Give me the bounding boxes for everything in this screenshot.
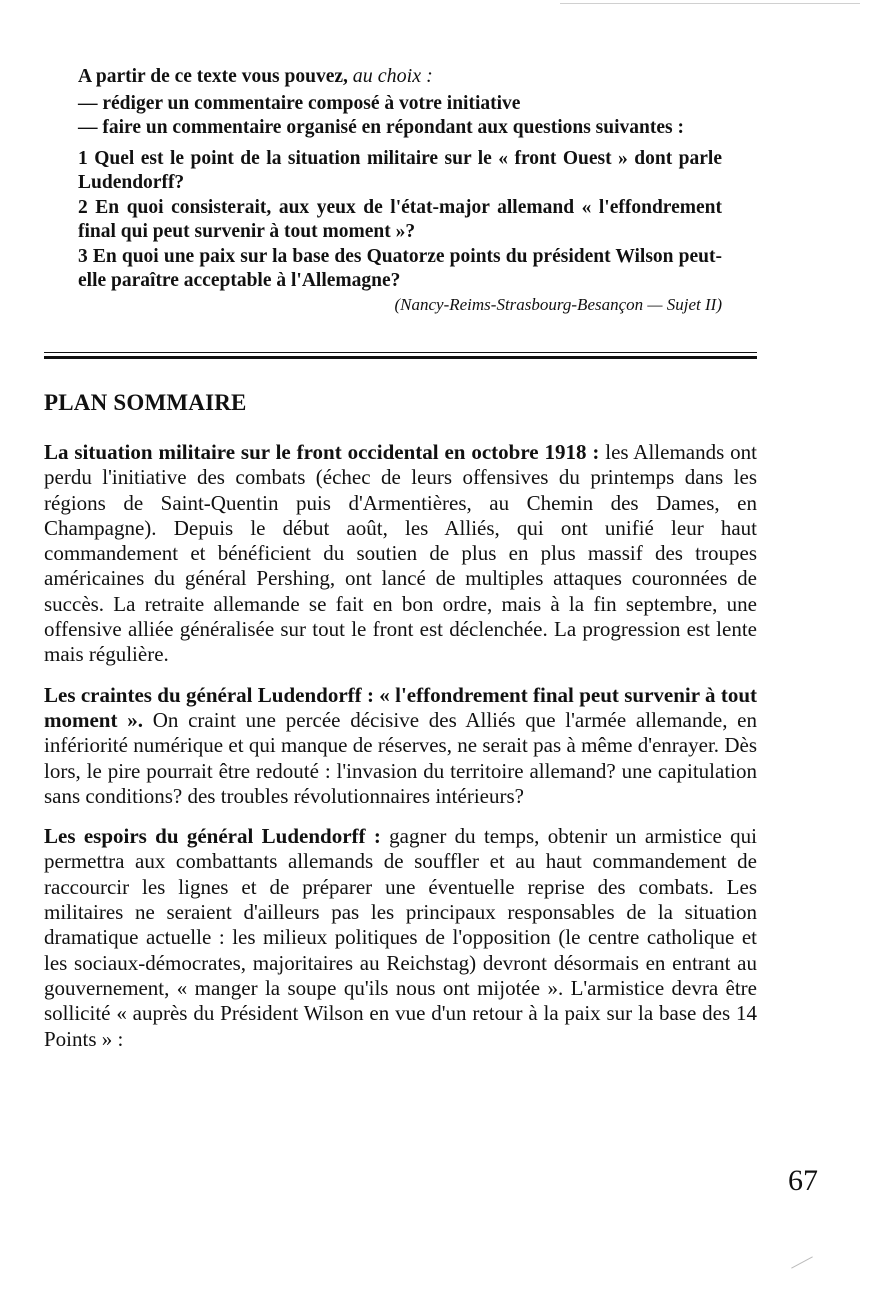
separator-thick-rule	[44, 356, 757, 359]
plan-title: PLAN SOMMAIRE	[44, 390, 247, 415]
separator-thin-rule	[44, 352, 757, 353]
option-composed-commentary: — rédiger un commentaire composé à votre initiative	[78, 92, 521, 114]
instructions-lead-text: A partir de ce texte vous pouvez,	[78, 66, 348, 87]
question-2: 2 En quoi consisterait, aux yeux de l'état-major allemand « l'effondrement final qui peut survenir à tout moment »?	[78, 196, 722, 242]
question-3: 3 En quoi une paix sur la base des Quatorze points du président Wilson peut-elle paraître acceptable à l'Allemagne?	[78, 245, 722, 291]
exercise-instructions	[78, 64, 722, 316]
section-text: On craint une percée décisive des Alliés que l'armée allemande, en infériorité numérique et qui manque de réserves, ne serait pas à même d'enrayer. Dès lors, le pire pourrait être redouté : l'invasion du territoire allemand? une capitulation sans conditions? des troubles révolutionnaires intérieurs?	[44, 707, 757, 808]
section-ludendorff-hopes	[44, 824, 757, 1052]
section-text: les Allemands ont perdu l'initiative des combats (échec de leurs offensives du printemps dans les régions de Saint-Quentin puis d'Armentières, au Chemin des Dames, en Champagne). Depuis le début août, les Alliés, qui ont unifié leur haut commandement et bénéficient du soutien de plus en plus massif des troupes américaines du général Pershing, ont lancé de multiples attaques couronnées de succès. La retraite allemande se fait en bon ordre, mais à la fin septembre, une offensive alliée généralisée sur tout le front est déclenchée. La progression est lente mais régulière.	[44, 440, 757, 667]
section-ludendorff-fears	[44, 683, 757, 809]
plan-body	[44, 440, 757, 1067]
option-organized-commentary: — faire un commentaire organisé en répondant aux questions suivantes :	[78, 117, 684, 138]
instructions-choice: au choix :	[352, 65, 433, 87]
scan-speck	[791, 1256, 813, 1268]
section-heading: Les craintes du général Ludendorff : « l'effondrement final peut survenir à tout moment ».	[44, 682, 757, 732]
section-heading: La situation militaire sur le front occidental en octobre 1918 :	[44, 440, 600, 464]
section-military-situation	[44, 440, 757, 668]
exam-source: (Nancy-Reims-Strasbourg-Besançon — Sujet II)	[394, 294, 722, 314]
page-number: 67	[788, 1164, 818, 1197]
question-1: 1 Quel est le point de la situation militaire sur le « front Ouest » dont parle Ludendorff?	[78, 147, 722, 193]
section-heading: Les espoirs du général Ludendorff :	[44, 824, 381, 849]
instructions-lead	[78, 64, 722, 90]
top-edge-line	[560, 3, 860, 4]
section-text: gagner du temps, obtenir un armistice qui permettra aux combattants allemands de souffler et au haut commandement de raccourcir les lignes et de préparer une éventuelle reprise des combats. Les militaires ne seraient d'ailleurs pas les principaux responsables de la situation dramatique actuelle : les milieux politiques de l'opposition (le centre catholique et les sociaux-démocrates, majoritaires au Reichstag) devront désormais en entrant au gouvernement, « manger la soupe qu'ils nous ont mijotée ». L'armistice devra être sollicité « auprès du Président Wilson en vue d'un retour à la paix sur la base des 14 Points » :	[44, 824, 757, 1051]
